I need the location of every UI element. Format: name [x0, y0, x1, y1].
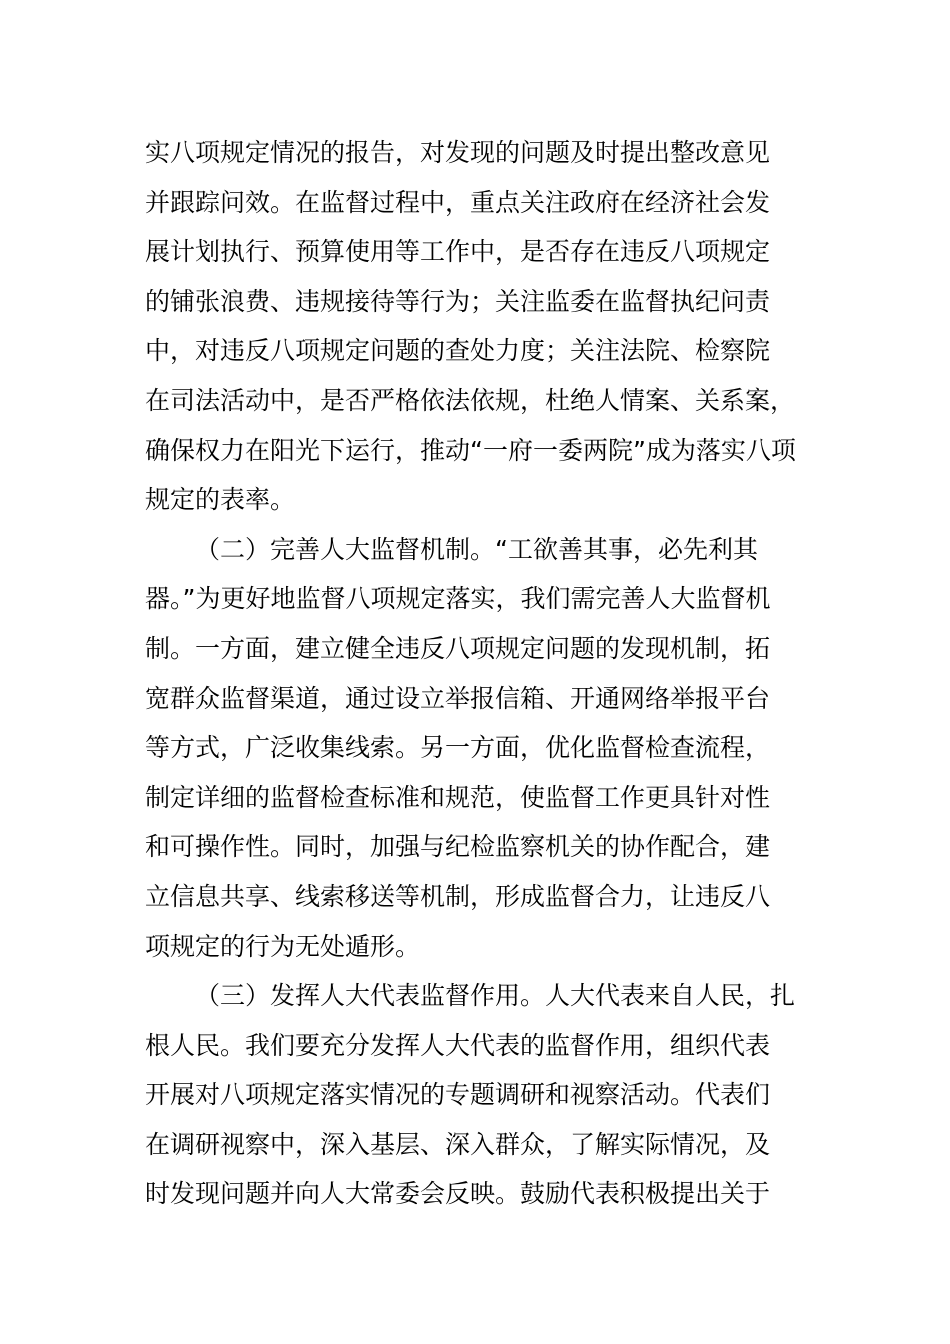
text-line: 等方式，广泛收集线索。另一方面，优化监督检查流程， [145, 733, 771, 763]
text-line: 中，对违反八项规定问题的查处力度；关注法院、检察院 [145, 336, 771, 366]
text-line: 制定详细的监督检查标准和规范，使监督工作更具针对性 [145, 782, 771, 812]
text-line: 实八项规定情况的报告，对发现的问题及时提出整改意见 [145, 138, 771, 167]
text-line: 展计划执行、预算使用等工作中，是否存在违反八项规定 [145, 237, 771, 267]
text-line: 宽群众监督渠道，通过设立举报信箱、开通网络举报平台 [145, 683, 771, 713]
text-line: 和可操作性。同时，加强与纪检监察机关的协作配合，建 [145, 832, 771, 862]
text-line: 立信息共享、线索移送等机制，形成监督合力，让违反八 [145, 881, 771, 911]
section-heading-line: （三）发挥人大代表监督作用。人大代表来自人民，扎 [195, 981, 796, 1011]
section-heading-line: （二）完善人大监督机制。“工欲善其事，必先利其 [195, 534, 758, 564]
text-line: 制。一方面，建立健全违反八项规定问题的发现机制，拓 [145, 633, 771, 663]
text-line: 规定的表率。 [145, 485, 296, 515]
text-line: 的铺张浪费、违规接待等行为；关注监委在监督执纪问责 [145, 286, 771, 316]
text-line: 时发现问题并向人大常委会反映。鼓励代表积极提出关于 [145, 1179, 771, 1209]
text-line: 在司法活动中，是否严格依法依规，杜绝人情案、关系案， [145, 385, 796, 415]
text-line: 确保权力在阳光下运行，推动“一府一委两院”成为落实八项 [145, 435, 796, 465]
text-line: 并跟踪问效。在监督过程中，重点关注政府在经济社会发 [145, 187, 771, 217]
text-line: 在调研视察中，深入基层、深入群众，了解实际情况，及 [145, 1129, 771, 1159]
text-line: 器。”为更好地监督八项规定落实，我们需完善人大监督机 [145, 584, 771, 614]
text-line: 项规定的行为无处遁形。 [145, 931, 421, 961]
body-text [145, 128, 815, 1219]
text-line: 开展对八项规定落实情况的专题调研和视察活动。代表们 [145, 1080, 771, 1110]
text-line: 根人民。我们要充分发挥人大代表的监督作用，组织代表 [145, 1030, 771, 1060]
